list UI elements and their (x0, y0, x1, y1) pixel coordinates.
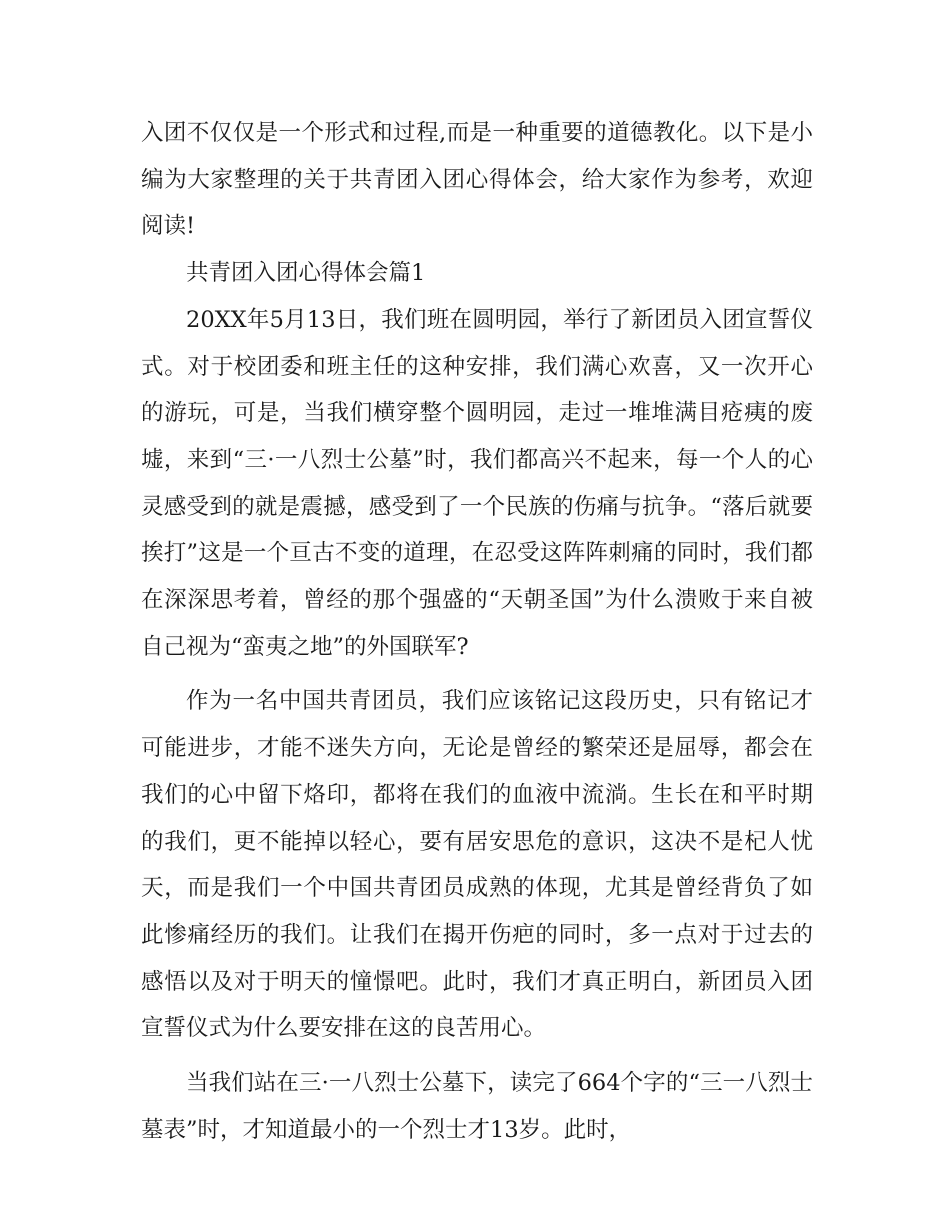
section-heading: 共青团入团心得体会篇1 (186, 260, 426, 287)
body-paragraph-2: 作为一名中国共青团员，我们应该铭记这段历史，只有铭记才可能进步，才能不迷失方向，无论是曾经的繁荣还是屈辱，都会在我们的心中留下烙印，都将在我们的血液中流淌。生长在和平时期的我们，更不能掉以轻心，要有居安思危的意识，这决不是杞人忧天，而是我们一个中国共青团员成熟的体现，尤其是曾经背负了如此惨痛经历的我们。让我们在揭开伤疤的同时，多一点对于过去的感悟以及对于明天的憧憬吧。此时，我们才真正明白，新团员入团宣誓仪式为什么要安排在这的良苦用心。 (141, 688, 813, 1042)
intro-paragraph: 入团不仅仅是一个形式和过程,而是一种重要的道德教化。以下是小编为大家整理的关于共青团入团心得体会，给大家作为参考，欢迎阅读! (141, 120, 813, 240)
body-paragraph-1: 20XX年5月13日，我们班在圆明园，举行了新团员入团宣誓仪式。对于校团委和班主任的这种安排，我们满心欢喜，又一次开心的游玩，可是，当我们横穿整个圆明园，走过一堆堆满目疮痍的废墟，来到“三·一八烈士公墓”时，我们都高兴不起来，每一个人的心灵感受到的就是震撼，感受到了一个民族的伤痛与抗争。“落后就要挨打”这是一个亘古不变的道理，在忍受这阵阵刺痛的同时，我们都在深深思考着，曾经的那个强盛的“天朝圣国”为什么溃败于来自被自己视为“蛮夷之地”的外国联军? (141, 306, 813, 660)
document-body (141, 110, 813, 1153)
body-paragraph-3: 当我们站在三·一八烈士公墓下，读完了664个字的“三一八烈士墓表”时，才知道最小的一个烈士才13岁。此时， (141, 1070, 813, 1143)
